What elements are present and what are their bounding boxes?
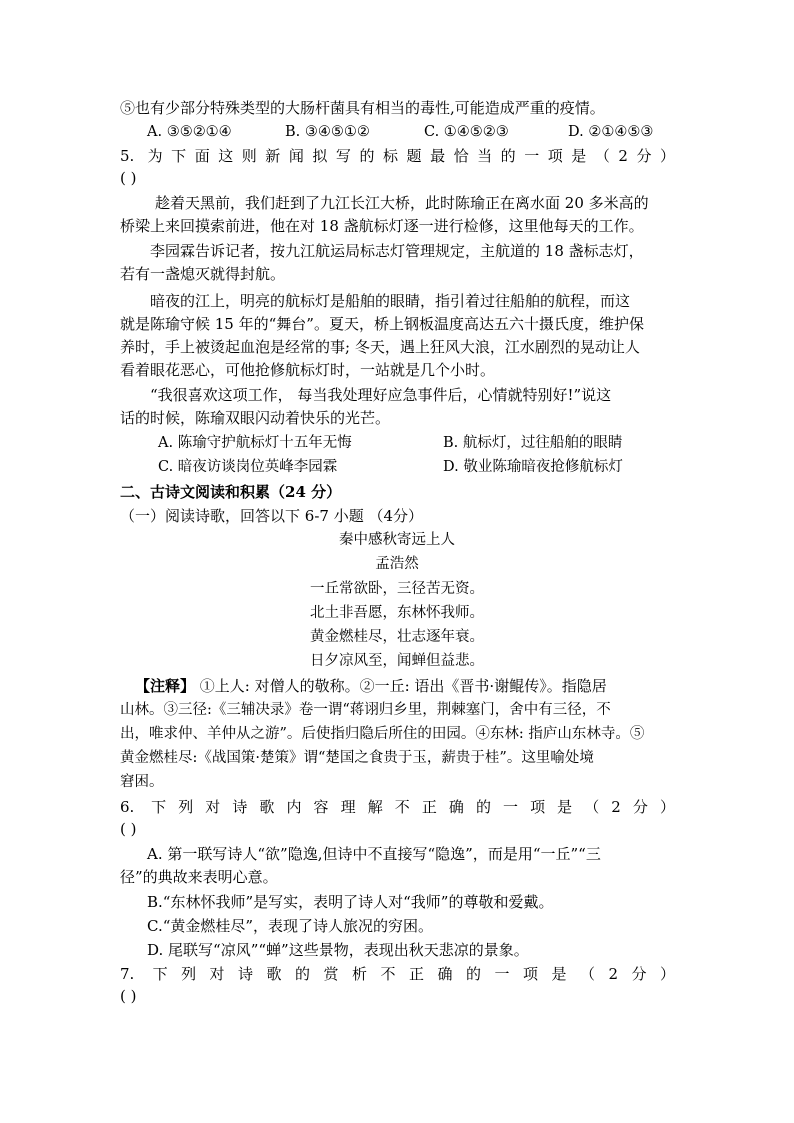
poem-line: 一丘常欲卧，三径苦无资。: [310, 581, 484, 597]
notes-line: 山林。③三径:《三辅决录》卷一谓“蒋诩归乡里，荆棘塞门，舍中有三径，不: [120, 702, 611, 718]
news-line: 趁着天黑前，我们赶到了九江长江大桥，此时陈瑜正在离水面 20 多米高的: [155, 194, 649, 212]
option-d: D. 尾联写“凉风”“蝉”这些景物，表现出秋天悲凉的景象。: [147, 941, 529, 959]
news-line: 看着眼花恶心，可他抢修航标灯时，一站就是几个小时。: [120, 361, 496, 379]
option-c: C. 暗夜访谈岗位英峰李园霖: [158, 459, 338, 475]
notes-text: ①上人: 对僧人的敬称。②一丘: 语出《晋书·谢鲲传》。指隐居: [195, 677, 607, 695]
news-line: 养时，手上被烫起血泡是经常的事; 冬天，遇上狂风大浪，江水剧烈的晃动让人: [120, 338, 640, 356]
notes-line: [135, 676, 675, 696]
news-line: 就是陈瑜守候 15 年的“舞台”。夏天，桥上钢板温度高达五六十摄氏度，维护保: [120, 315, 644, 333]
option-a: A. ③⑤②①④: [147, 124, 232, 140]
question-5-answer-blank: ( ): [120, 169, 137, 187]
option-a-continued: 径”的典故来表明心意。: [120, 868, 278, 886]
option-c: C. ①④⑤②③: [424, 124, 509, 140]
poem-line: 北土非吾愿，东林怀我师。: [310, 605, 484, 621]
option-a: A. 第一联写诗人“欲”隐逸,但诗中不直接写“隐逸”，而是用“一丘”“三: [147, 845, 601, 863]
notes-label: 【注释】: [135, 677, 196, 695]
question-6-answer-blank: ( ): [120, 820, 137, 838]
section-subheading: （一）阅读诗歌，回答以下 6-7 小题 （4分）: [120, 507, 424, 525]
news-line: 话的时候，陈瑜双眼闪动着快乐的光芒。: [120, 409, 391, 427]
poem-line: 日夕凉风至，闻蝉但益悲。: [310, 653, 484, 669]
option-b: B. ③④⑤①②: [285, 124, 370, 140]
notes-line: 窘困。: [120, 774, 164, 790]
news-line: 桥梁上来回摸索前进，他在对 18 盏航标灯逐一进行检修，这里他每天的工作。: [120, 217, 644, 235]
news-line: 若有一盏熄灭就得封航。: [120, 265, 286, 283]
item-5-text: ⑤也有少部分特殊类型的大肠杆菌具有相当的毒性,可能造成严重的疫情。: [120, 99, 605, 117]
question-7-stem: 7. 下列对诗歌的赏析不正确的一项是（2分）: [120, 965, 675, 983]
option-c: C.“黄金燃桂尽”，表现了诗人旅况的穷困。: [147, 917, 434, 935]
notes-line: 黄金燃桂尽:《战国策·楚策》谓“楚国之食贵于玉，薪贵于桂”。这里喻处境: [120, 750, 594, 766]
option-b: B.“东林怀我师”是写实，表明了诗人对“我师”的尊敬和爱戴。: [147, 893, 554, 911]
question-6-stem: 6. 下列对诗歌内容理解不正确的一项是（2分）: [120, 798, 675, 816]
question-7-answer-blank: ( ): [120, 987, 137, 1005]
option-d: D. 敬业陈瑜暗夜抢修航标灯: [443, 459, 623, 475]
option-b: B. 航标灯，过往船舶的眼睛: [443, 435, 623, 451]
news-line: 暗夜的江上，明亮的航标灯是船舶的眼睛，指引着过往船舶的航程，而这: [150, 292, 631, 310]
notes-line: 出，唯求仲、羊仲从之游”。后使指归隐后所住的田园。④东林: 指庐山东林寺。⑤: [120, 726, 645, 742]
section-heading: 二、古诗文阅读和积累（24 分）: [120, 483, 342, 501]
poem-title: 秦中感秋寄远上人: [339, 532, 455, 548]
poem-line: 黄金燃桂尽，壮志逐年衰。: [310, 629, 484, 645]
question-5-stem: 5. 为下面这则新闻拟写的标题最恰当的一项是（2分）: [120, 147, 675, 165]
option-a: A. 陈瑜守护航标灯十五年无悔: [158, 435, 352, 451]
option-d: D. ②①④⑤③: [568, 124, 654, 140]
news-line: “我很喜欢这项工作， 每当我处理好应急事件后，心情就特别好!”说这: [150, 386, 612, 404]
poem-author: 孟浩然: [375, 556, 419, 572]
news-line: 李园霖告诉记者，按九江航运局标志灯管理规定，主航道的 18 盏标志灯，: [150, 242, 644, 260]
